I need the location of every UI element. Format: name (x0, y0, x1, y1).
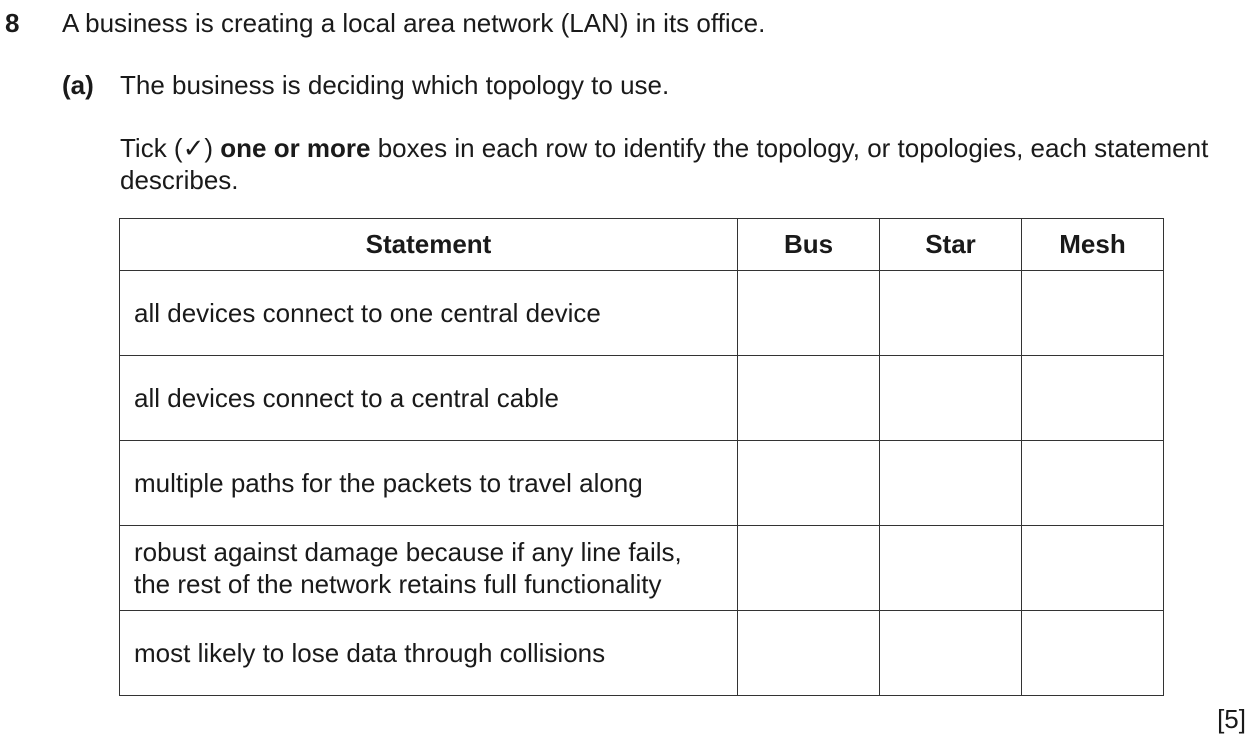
tick-box-star[interactable] (880, 611, 1022, 696)
table-header-row (120, 219, 1164, 271)
statement-line: all devices connect to one central device (134, 298, 601, 328)
statement-line-2: the rest of the network retains full functionality (134, 569, 662, 599)
marks-allocation: [5] (1217, 704, 1246, 734)
table-row (120, 356, 1164, 441)
tick-box-bus[interactable] (738, 611, 880, 696)
header-mesh: Mesh (1022, 219, 1164, 271)
header-bus: Bus (738, 219, 880, 271)
instruction-pre: Tick (✓) (120, 133, 221, 163)
header-star: Star (880, 219, 1022, 271)
statement-line: all devices connect to a central cable (134, 383, 559, 413)
statement-cell (120, 356, 738, 441)
tick-box-mesh[interactable] (1022, 356, 1164, 441)
tick-box-bus[interactable] (738, 526, 880, 611)
header-statement: Statement (120, 219, 738, 271)
statement-cell (120, 611, 738, 696)
tick-box-star[interactable] (880, 271, 1022, 356)
table-row (120, 526, 1164, 611)
table-row (120, 271, 1164, 356)
statement-cell (120, 526, 738, 611)
part-text: The business is deciding which topology to use. (120, 70, 670, 100)
table-row (120, 611, 1164, 696)
tick-box-mesh[interactable] (1022, 271, 1164, 356)
tick-box-mesh[interactable] (1022, 526, 1164, 611)
tick-box-bus[interactable] (738, 271, 880, 356)
tick-box-star[interactable] (880, 526, 1022, 611)
table-row (120, 441, 1164, 526)
statement-line: multiple paths for the packets to travel along (134, 468, 643, 498)
tick-box-star[interactable] (880, 441, 1022, 526)
instruction-emphasis: one or more (220, 133, 371, 163)
tick-box-bus[interactable] (738, 356, 880, 441)
topology-table (119, 218, 1164, 696)
instruction-post: boxes in each row to identify the topology, or topologies, each statement describes. (120, 133, 1209, 195)
question-text: A business is creating a local area network (LAN) in its office. (62, 8, 766, 38)
tick-box-star[interactable] (880, 356, 1022, 441)
statement-cell (120, 441, 738, 526)
question-number: 8 (5, 8, 20, 38)
statement-line: most likely to lose data through collisions (134, 638, 606, 668)
tick-box-bus[interactable] (738, 441, 880, 526)
tick-box-mesh[interactable] (1022, 611, 1164, 696)
statement-cell (120, 271, 738, 356)
statement-line: robust against damage because if any line fails, (134, 537, 682, 567)
part-label: (a) (62, 70, 94, 100)
tick-box-mesh[interactable] (1022, 441, 1164, 526)
instruction (120, 132, 1248, 196)
